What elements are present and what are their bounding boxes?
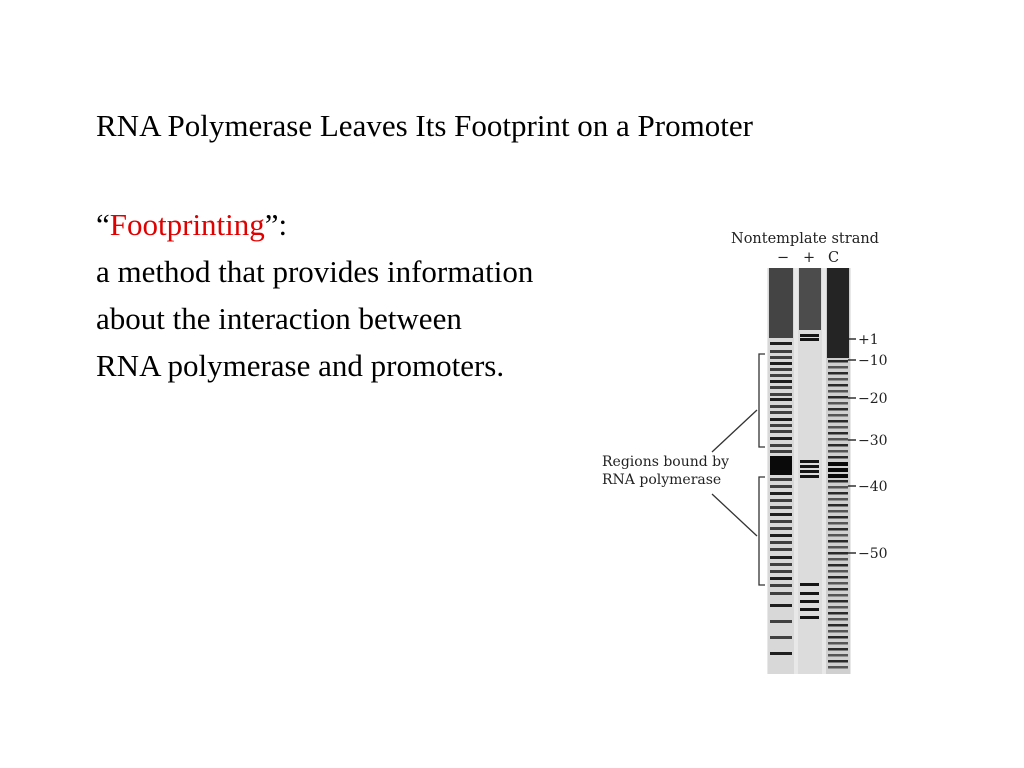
- gel-band: [828, 558, 848, 561]
- gel-band: [828, 420, 848, 423]
- gel-band: [770, 563, 792, 566]
- gel-band: [770, 461, 792, 466]
- gel-band: [770, 541, 792, 544]
- gel-band: [770, 513, 792, 516]
- gel-band: [770, 584, 792, 587]
- gel-band: [828, 456, 848, 459]
- gel-band: [828, 408, 848, 411]
- close-quote: ”:: [264, 207, 288, 242]
- gel-band: [828, 648, 848, 651]
- gel-band: [828, 582, 848, 585]
- gel-band: [828, 366, 848, 369]
- gel-band: [828, 450, 848, 453]
- gel-band: [828, 360, 848, 363]
- gel-band: [800, 616, 819, 619]
- gel-band: [828, 576, 848, 579]
- definition-line-3: RNA polymerase and promoters.: [96, 348, 505, 383]
- gel-band: [770, 368, 792, 371]
- gel-band: [800, 475, 819, 478]
- gel-smear-plus: [799, 268, 821, 330]
- gel-band: [770, 393, 792, 396]
- gel-band: [770, 386, 792, 389]
- gel-band: [828, 624, 848, 627]
- upper-region-bracket: [759, 354, 765, 447]
- gel-band: [828, 492, 848, 495]
- gel-band: [828, 438, 848, 441]
- gel-band: [828, 378, 848, 381]
- gel-band: [770, 430, 792, 433]
- gel-band: [770, 405, 792, 408]
- gel-band: [770, 374, 792, 377]
- gel-band: [770, 506, 792, 509]
- gel-band: [828, 402, 848, 405]
- gel-band: [828, 606, 848, 609]
- gel-band: [828, 534, 848, 537]
- lane-label-plus: +: [803, 250, 816, 266]
- regions-label-line-1: Regions bound by: [602, 454, 730, 470]
- gel-band: [828, 432, 848, 435]
- gel-band: [770, 534, 792, 537]
- gel-band: [828, 612, 848, 615]
- gel-band: [800, 608, 819, 611]
- gel-band: [770, 570, 792, 573]
- gel-band: [770, 520, 792, 523]
- gel-band: [770, 350, 792, 353]
- gel-band: [828, 654, 848, 657]
- marker-minus-10: −10: [858, 353, 888, 369]
- gel-band: [828, 618, 848, 621]
- gel-band: [828, 564, 848, 567]
- gel-band: [828, 588, 848, 591]
- gel-band: [828, 486, 848, 489]
- gel-band: [828, 504, 848, 507]
- gel-band: [770, 342, 792, 345]
- gel-band: [800, 465, 819, 468]
- marker-minus-40: −40: [858, 479, 888, 495]
- gel-band: [828, 540, 848, 543]
- gel-band: [828, 426, 848, 429]
- gel-band: [800, 600, 819, 603]
- gel-band: [770, 604, 792, 607]
- gel-band: [800, 338, 819, 341]
- marker-minus-30: −30: [858, 433, 888, 449]
- lane-label-minus: −: [777, 250, 790, 266]
- gel-band: [828, 414, 848, 417]
- gel-band: [828, 600, 848, 603]
- gel-band: [828, 372, 848, 375]
- gel-band: [770, 478, 792, 481]
- gel-band: [828, 528, 848, 531]
- gel-band: [770, 470, 792, 475]
- gel-band: [770, 652, 792, 655]
- gel-band: [770, 548, 792, 551]
- gel-band: [770, 456, 792, 461]
- definition-line-2: about the interaction between: [96, 301, 462, 336]
- definition-line-1: a method that provides information: [96, 254, 534, 289]
- gel-band: [770, 485, 792, 488]
- gel-band: [828, 660, 848, 663]
- gel-band: [828, 384, 848, 387]
- marker-minus-20: −20: [858, 391, 888, 407]
- gel-band: [770, 592, 792, 595]
- gel-band: [770, 499, 792, 502]
- gel-band: [770, 636, 792, 639]
- gel-smear-control: [827, 268, 849, 358]
- gel-band: [828, 462, 848, 466]
- gel-band: [770, 444, 792, 447]
- slide-title: RNA Polymerase Leaves Its Footprint on a Promoter: [96, 108, 753, 143]
- gel-band: [828, 552, 848, 555]
- gel-band: [828, 510, 848, 513]
- gel-band: [770, 356, 792, 359]
- gel-band: [770, 556, 792, 559]
- lane-label-control: C: [828, 250, 840, 266]
- gel-smear-minus: [769, 268, 793, 338]
- gel-band: [828, 498, 848, 501]
- upper-pointer-line: [712, 410, 757, 452]
- open-quote: “: [96, 207, 110, 242]
- gel-band: [828, 522, 848, 525]
- gel-band: [828, 666, 848, 669]
- gel-band: [828, 474, 848, 478]
- term-highlight: Footprinting: [109, 207, 265, 242]
- gel-band: [828, 630, 848, 633]
- gel-band: [770, 362, 792, 365]
- gel-band: [800, 592, 819, 595]
- gel-band: [770, 380, 792, 383]
- gel-band: [800, 334, 819, 337]
- gel-band: [770, 620, 792, 623]
- gel-band: [828, 516, 848, 519]
- gel-band: [828, 468, 848, 472]
- regions-label-line-2: RNA polymerase: [602, 472, 722, 488]
- gel-band: [828, 636, 848, 639]
- gel-band: [800, 460, 819, 463]
- lower-pointer-line: [712, 494, 757, 536]
- gel-band: [828, 444, 848, 447]
- lower-region-bracket: [759, 477, 765, 585]
- marker-minus-50: −50: [858, 546, 888, 562]
- gel-band: [828, 480, 848, 483]
- gel-band: [828, 594, 848, 597]
- gel-band: [828, 546, 848, 549]
- gel-band: [770, 527, 792, 530]
- gel-band: [828, 570, 848, 573]
- marker-plus-1: +1: [858, 332, 879, 348]
- gel-band: [800, 470, 819, 473]
- gel-band: [828, 396, 848, 399]
- gel-band: [770, 424, 792, 427]
- strand-label: Nontemplate strand: [731, 231, 879, 247]
- gel-band: [770, 411, 792, 414]
- gel-band: [828, 390, 848, 393]
- position-markers: [848, 332, 888, 562]
- gel-band: [770, 398, 792, 401]
- gel-band: [770, 437, 792, 440]
- gel-band: [770, 577, 792, 580]
- gel-band: [770, 492, 792, 495]
- gel-band: [770, 450, 792, 453]
- gel-band: [800, 583, 819, 586]
- gel-band: [770, 418, 792, 421]
- gel-band: [828, 642, 848, 645]
